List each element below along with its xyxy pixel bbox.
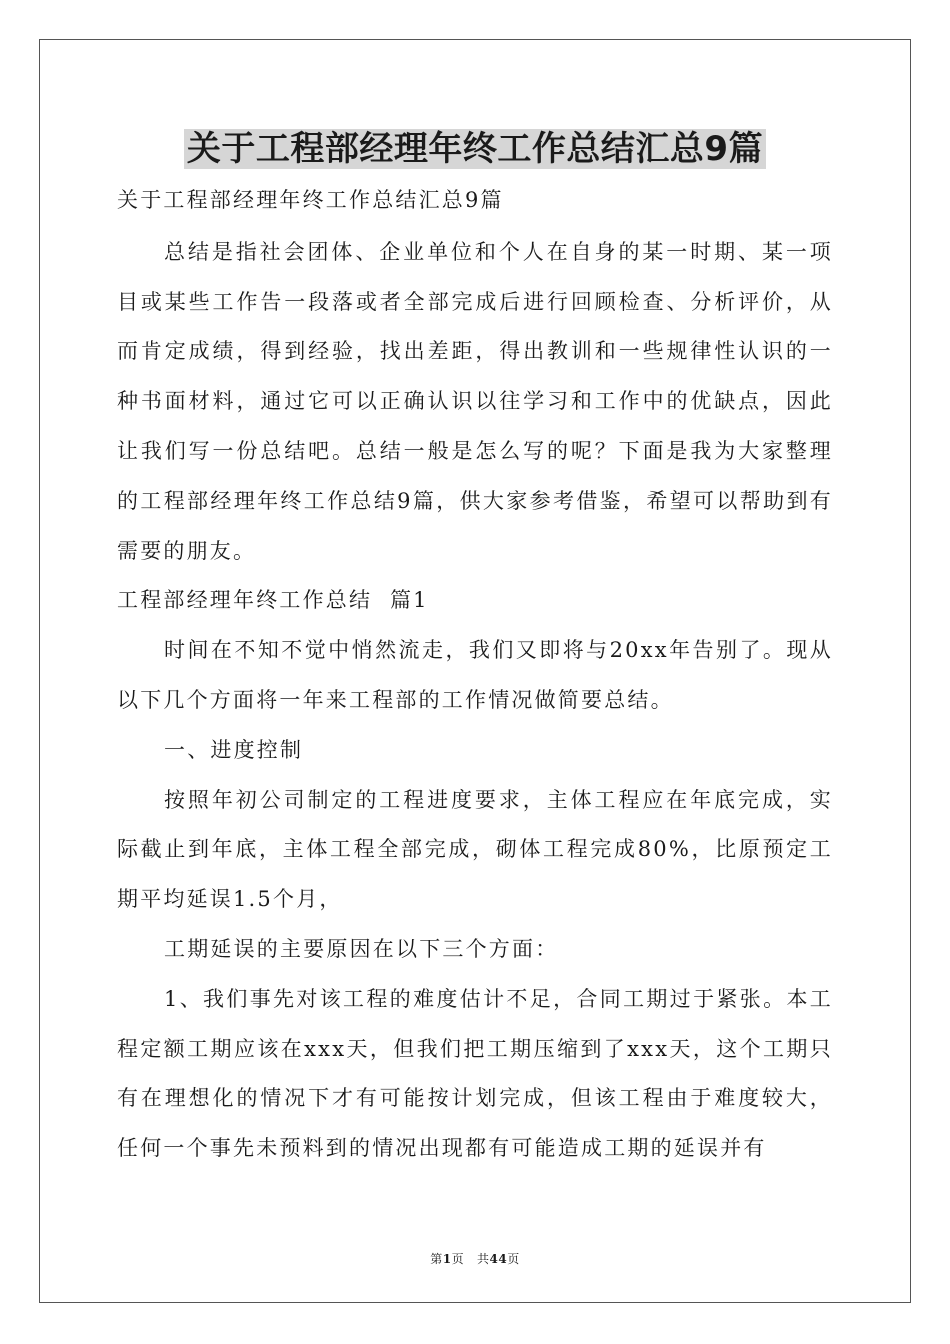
heading-progress-control: 一、进度控制 <box>164 737 304 762</box>
document-subtitle: 关于工程部经理年终工作总结汇总9篇 <box>117 188 504 212</box>
paragraph-3: 工期延误的主要原因在以下三个方面： <box>164 936 559 961</box>
footer-suffix: 页 <box>507 1252 520 1266</box>
page-footer <box>0 1250 950 1267</box>
document-title-text: 关于工程部经理年终工作总结汇总9篇 <box>184 129 766 169</box>
section-heading: 工程部经理年终工作总结 篇1 <box>117 588 429 613</box>
intro-paragraph: 总结是指社会团体、企业单位和个人在自身的某一时期、某一项目或某些工作告一段落或者全部完成后进行回顾检查、分析评价，从而肯定成绩，得到经验，找出差距，得出教训和一些规律性认识的一种书面材料，通过它可以正确认识以往学习和工作中的优缺点，因此让我们写一份总结吧。总结一般是怎么写的呢？下面是我为大家整理的工程部经理年终工作总结9篇，供大家参考借鉴，希望可以帮助到有需要的朋友。 <box>117 239 833 563</box>
footer-page-total: 44 <box>489 1252 508 1266</box>
paragraph-4: 1、我们事先对该工程的难度估计不足，合同工期过于紧张。本工程定额工期应该在xxx天，但我们把工期压缩到了xxx天，这个工期只有在理想化的情况下才有可能按计划完成，但该工程由于难度较大，任何一个事先未预料到的情况出现都有可能造成工期的延误并有 <box>117 986 833 1161</box>
footer-prefix: 第 <box>430 1252 443 1266</box>
paragraph-1: 时间在不知不觉中悄然流走，我们又即将与20xx年告别了。现从以下几个方面将一年来工程部的工作情况做简要总结。 <box>117 638 833 712</box>
footer-mid: 页 共 <box>451 1252 490 1266</box>
paragraph-2: 按照年初公司制定的工程进度要求，主体工程应在年底完成，实际截止到年底，主体工程全部完成，砌体工程完成80%，比原预定工期平均延误1.5个月， <box>117 787 833 912</box>
document-title <box>0 123 950 175</box>
document-body <box>117 176 833 1174</box>
footer-page-current: 1 <box>442 1252 452 1266</box>
